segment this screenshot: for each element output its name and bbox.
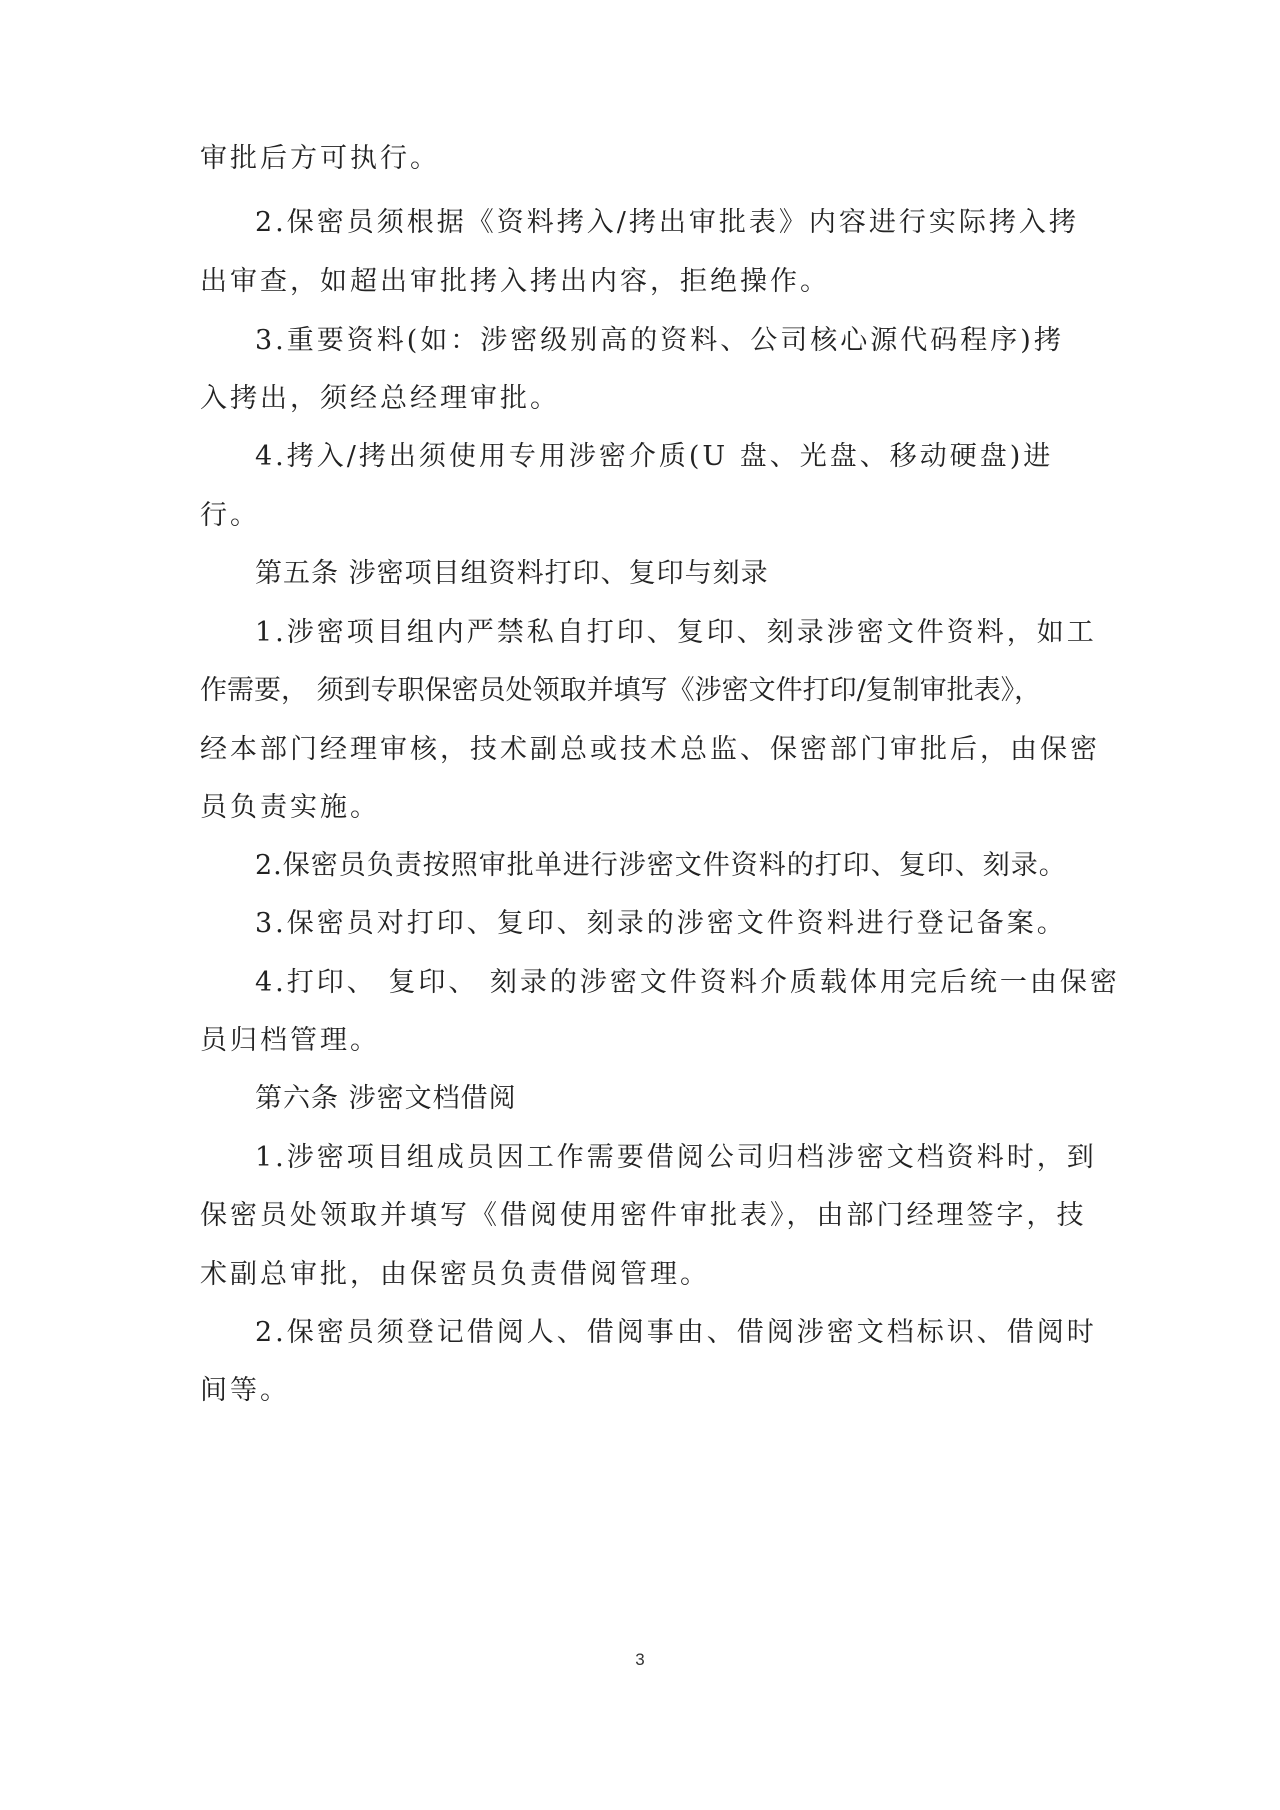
page-number: 3 bbox=[635, 1650, 645, 1669]
text-line: 审批后方可执行。 bbox=[200, 143, 440, 174]
text-line: 1.涉密项目组内严禁私自打印、复印、刻录涉密文件资料，如工 bbox=[255, 617, 1097, 648]
text-line: 间等。 bbox=[200, 1375, 290, 1406]
text-line: 1.涉密项目组成员因工作需要借阅公司归档涉密文档资料时，到 bbox=[255, 1142, 1097, 1173]
text-line: 行。 bbox=[200, 500, 260, 531]
text-line: 员归档管理。 bbox=[200, 1025, 380, 1056]
text-line: 4.打印、 复印、 刻录的涉密文件资料介质载体用完后统一由保密 bbox=[255, 967, 1120, 998]
text-line: 3.保密员对打印、复印、刻录的涉密文件资料进行登记备案。 bbox=[255, 908, 1067, 939]
text-line: 员负责实施。 bbox=[200, 792, 380, 823]
section-heading: 第五条 涉密项目组资料打印、复印与刻录 bbox=[255, 558, 769, 589]
text-line: 保密员处领取并填写《借阅使用密件审批表》，由部门经理签字，技 bbox=[200, 1200, 1087, 1231]
text-line: 2.保密员须登记借阅人、借阅事由、借阅涉密文档标识、借阅时 bbox=[255, 1317, 1097, 1348]
text-line: 术副总审批，由保密员负责借阅管理。 bbox=[200, 1259, 710, 1290]
text-line: 出审查，如超出审批拷入拷出内容，拒绝操作。 bbox=[200, 266, 830, 297]
text-line: 经本部门经理审核，技术副总或技术总监、保密部门审批后，由保密 bbox=[200, 734, 1100, 765]
text-line: 入拷出，须经总经理审批。 bbox=[200, 383, 560, 414]
text-line: 作需要， 须到专职保密员处领取并填写《涉密文件打印/复制审批表》， bbox=[200, 675, 1042, 706]
text-line: 3.重要资料(如：涉密级别高的资料、公司核心源代码程序)拷 bbox=[255, 325, 1064, 356]
text-line: 4.拷入/拷出须使用专用涉密介质(U 盘、光盘、移动硬盘)进 bbox=[255, 441, 1054, 472]
text-line: 2.保密员负责按照审批单进行涉密文件资料的打印、复印、刻录。 bbox=[255, 850, 1067, 881]
text-line: 2.保密员须根据《资料拷入/拷出审批表》内容进行实际拷入拷 bbox=[255, 207, 1079, 238]
section-heading: 第六条 涉密文档借阅 bbox=[255, 1083, 517, 1114]
